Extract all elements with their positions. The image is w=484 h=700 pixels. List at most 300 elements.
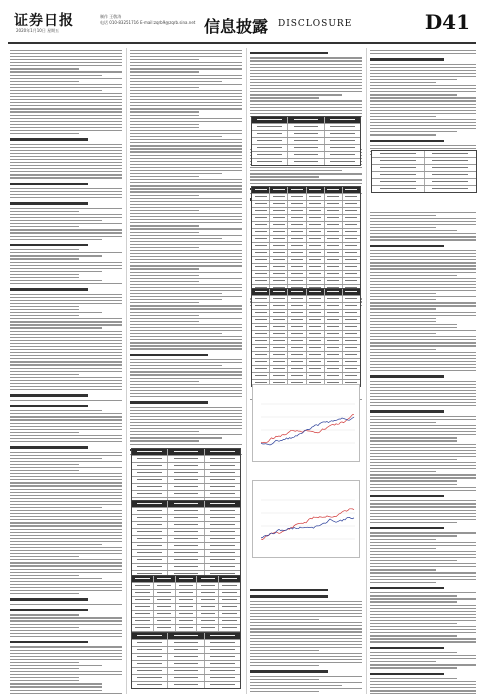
table-row <box>252 236 360 243</box>
table-cell <box>205 557 240 563</box>
text-line <box>130 145 242 146</box>
table-cell <box>168 456 204 462</box>
table-cell <box>307 366 325 372</box>
text-line <box>130 345 242 346</box>
table-cell <box>132 522 168 528</box>
text-line <box>370 305 476 306</box>
text-line <box>130 422 242 423</box>
table-cell <box>288 124 324 130</box>
text-line <box>130 232 199 233</box>
table-row <box>252 317 360 324</box>
table-cell <box>132 668 168 674</box>
table-cell <box>252 324 270 330</box>
text-line <box>250 656 362 657</box>
text-line <box>370 116 436 117</box>
text-line <box>130 407 242 408</box>
text-line <box>250 676 362 677</box>
text-line <box>130 293 222 294</box>
text-line <box>10 467 122 468</box>
text-line <box>10 81 79 82</box>
subheading-line <box>370 410 444 412</box>
text-line <box>130 170 242 171</box>
table-cell <box>252 257 270 263</box>
text-line <box>370 623 457 624</box>
table-cell <box>307 215 325 221</box>
text-line <box>370 73 476 74</box>
text-line <box>10 690 102 691</box>
table-cell <box>325 338 343 344</box>
text-line <box>10 87 122 88</box>
spacer <box>130 692 242 694</box>
text-line <box>130 139 242 140</box>
text-line <box>370 221 476 222</box>
table-cell <box>325 187 343 193</box>
text-line <box>370 336 476 337</box>
table-cell <box>307 278 325 284</box>
text-line <box>250 650 319 651</box>
table-cell <box>307 222 325 228</box>
subheading-line <box>370 245 444 247</box>
table-cell <box>252 310 270 316</box>
table-cell <box>168 640 204 646</box>
text-line <box>10 78 122 79</box>
table-cell <box>132 470 168 476</box>
text-line <box>130 437 222 438</box>
table-cell <box>132 661 168 667</box>
column-divider <box>126 48 127 694</box>
masthead-rule <box>8 42 476 44</box>
text-line <box>370 579 476 580</box>
text-line <box>370 145 476 146</box>
table-cell <box>132 491 168 497</box>
text-line <box>10 277 79 278</box>
text-line <box>10 283 122 284</box>
text-line <box>10 191 122 192</box>
table-cell <box>270 222 288 228</box>
table-cell <box>252 222 270 228</box>
table-cell <box>252 124 288 130</box>
table-header-row <box>252 117 360 124</box>
text-line <box>10 386 122 387</box>
text-line <box>370 542 476 543</box>
table-cell <box>288 271 306 277</box>
text-line <box>130 440 199 441</box>
table-cell <box>343 208 360 214</box>
table-cell <box>343 257 360 263</box>
text-line <box>10 510 122 511</box>
table-cell <box>372 172 425 178</box>
text-line <box>10 452 122 453</box>
table-cell <box>168 522 204 528</box>
text-line <box>10 389 122 390</box>
text-line <box>250 635 362 636</box>
text-line <box>10 429 122 430</box>
table-cell <box>270 345 288 351</box>
text-line <box>250 94 342 95</box>
table-cell <box>168 491 204 497</box>
table-row <box>252 352 360 359</box>
text-line <box>370 402 476 403</box>
table-cell <box>219 583 240 589</box>
text-line <box>130 413 242 414</box>
table-cell <box>307 303 325 309</box>
text-line <box>250 179 362 180</box>
table-row <box>132 564 240 571</box>
text-line <box>250 60 362 61</box>
text-line <box>370 91 476 92</box>
table-header-row <box>252 289 360 296</box>
text-line <box>10 617 122 618</box>
table-row <box>132 477 240 484</box>
text-line <box>10 217 122 218</box>
text-line <box>10 71 122 72</box>
text-line <box>370 233 476 234</box>
text-line <box>130 312 242 313</box>
text-line <box>10 144 122 145</box>
table-cell <box>205 668 240 674</box>
text-line <box>130 262 242 263</box>
table-cell <box>325 145 360 151</box>
text-line <box>370 474 476 475</box>
text-line <box>130 348 242 349</box>
financial-table <box>131 448 241 505</box>
table-cell <box>343 229 360 235</box>
table-cell <box>270 310 288 316</box>
text-line <box>370 107 476 108</box>
text-line <box>370 100 476 101</box>
text-line <box>10 581 122 582</box>
text-line <box>370 227 436 228</box>
table-cell <box>197 604 219 610</box>
table-cell <box>168 543 204 549</box>
text-line <box>130 281 199 282</box>
text-line <box>370 431 476 432</box>
subheading-line <box>10 446 88 448</box>
table-cell <box>325 324 343 330</box>
text-line <box>10 473 122 474</box>
text-line <box>130 339 242 340</box>
text-line <box>130 142 242 143</box>
text-line <box>130 275 199 276</box>
table-cell <box>132 463 168 469</box>
table-cell <box>325 236 343 242</box>
text-line <box>130 290 242 291</box>
text-line <box>370 253 476 254</box>
table-cell <box>288 296 306 302</box>
text-line <box>370 422 436 423</box>
column-divider <box>246 48 247 694</box>
table-cell <box>307 352 325 358</box>
table-cell <box>205 647 240 653</box>
text-line <box>130 176 199 177</box>
contact-info: 电话 010-83251716 E-mail:zqrb9@zqrb.sina.net <box>100 20 196 25</box>
text-line <box>10 229 122 230</box>
table-row <box>132 604 240 611</box>
text-line <box>10 650 122 651</box>
table-cell <box>288 338 306 344</box>
text-line <box>370 342 476 343</box>
table-cell <box>168 470 204 476</box>
table-row <box>132 515 240 522</box>
text-line <box>250 607 362 608</box>
text-line <box>370 312 476 313</box>
text-line <box>370 632 476 633</box>
text-line <box>130 53 242 54</box>
table-cell <box>288 324 306 330</box>
subheading-line <box>10 609 88 611</box>
text-line <box>130 222 242 223</box>
text-line <box>370 522 457 523</box>
table-cell <box>132 633 168 639</box>
text-line <box>250 688 362 689</box>
table-cell <box>176 597 198 603</box>
table-row <box>252 145 360 152</box>
text-line <box>370 128 476 129</box>
text-line <box>370 506 476 507</box>
table-cell <box>132 550 168 556</box>
table-cell <box>372 158 425 164</box>
text-line <box>10 194 122 195</box>
table-row <box>132 597 240 604</box>
text-line <box>130 151 242 152</box>
subheading-line <box>10 183 88 185</box>
text-line <box>10 211 79 212</box>
table-cell <box>425 179 477 185</box>
subheading-line <box>10 202 88 204</box>
table-cell <box>270 194 288 200</box>
text-line <box>10 513 122 514</box>
text-line <box>10 441 122 442</box>
text-line <box>370 281 476 282</box>
text-line <box>130 268 199 269</box>
benchmark-series-line <box>261 517 354 537</box>
table-cell <box>197 583 219 589</box>
text-line <box>10 507 102 508</box>
text-line <box>10 171 122 172</box>
text-line <box>370 513 476 514</box>
table-cell <box>197 576 219 582</box>
table-cell <box>205 501 240 507</box>
text-line <box>370 626 476 627</box>
text-line <box>130 62 242 63</box>
text-line <box>370 582 436 583</box>
text-line <box>130 207 242 208</box>
text-line <box>130 121 242 122</box>
text-line <box>370 484 457 485</box>
table-cell <box>132 543 168 549</box>
text-line <box>10 541 122 542</box>
table-cell <box>205 470 240 476</box>
table-cell <box>325 131 360 137</box>
text-line <box>10 84 122 85</box>
text-line <box>370 275 457 276</box>
text-line <box>130 253 242 254</box>
table-cell <box>325 229 343 235</box>
table-cell <box>325 264 343 270</box>
text-line <box>250 691 319 692</box>
text-line <box>370 519 476 520</box>
text-line <box>10 130 122 131</box>
performance-table <box>251 288 361 387</box>
text-line <box>370 236 476 237</box>
table-cell <box>132 501 168 507</box>
text-line <box>10 656 122 657</box>
table-cell <box>168 501 204 507</box>
text-line <box>10 646 122 647</box>
text-line <box>250 91 362 92</box>
table-row <box>252 366 360 373</box>
text-line <box>250 644 362 645</box>
text-line <box>10 223 122 224</box>
text-line <box>10 208 122 209</box>
table-cell <box>252 278 270 284</box>
text-line <box>130 155 242 156</box>
text-line <box>10 516 122 517</box>
text-line <box>250 647 362 648</box>
table-cell <box>168 633 204 639</box>
text-line <box>370 664 476 665</box>
text-line <box>370 315 476 316</box>
performance-table <box>251 186 361 299</box>
text-line <box>130 244 242 245</box>
text-line <box>370 638 476 639</box>
text-line <box>10 400 122 401</box>
table-row <box>372 172 476 179</box>
text-line <box>130 108 242 109</box>
table-cell <box>307 271 325 277</box>
text-line <box>10 239 102 240</box>
table-cell <box>132 449 168 455</box>
text-line <box>10 620 122 621</box>
text-line <box>130 90 242 91</box>
table-cell <box>205 640 240 646</box>
table-cell <box>325 289 343 295</box>
text-line <box>130 179 242 180</box>
text-line <box>370 339 476 340</box>
table-cell <box>168 463 204 469</box>
text-line <box>10 377 122 378</box>
table-cell <box>176 576 198 582</box>
table-cell <box>252 366 270 372</box>
newspaper-logo: 证券日报 <box>14 13 74 29</box>
table-cell <box>270 208 288 214</box>
text-line <box>130 247 199 248</box>
text-line <box>10 489 122 490</box>
text-line <box>10 590 122 591</box>
table-cell <box>288 215 306 221</box>
table-cell <box>205 633 240 639</box>
table-cell <box>132 597 154 603</box>
table-header-row <box>132 449 240 456</box>
table-cell <box>132 682 168 688</box>
subheading-line <box>370 527 444 529</box>
table-cell <box>197 597 219 603</box>
table-cell <box>132 508 168 514</box>
text-line <box>250 653 362 654</box>
table-cell <box>307 187 325 193</box>
table-row <box>252 222 360 229</box>
text-line <box>10 426 122 427</box>
text-line <box>250 100 362 101</box>
text-line <box>370 617 476 618</box>
table-cell <box>205 682 240 688</box>
table-cell <box>132 484 168 490</box>
table-cell <box>343 303 360 309</box>
nav-chart-2-svg <box>253 481 359 557</box>
text-line <box>10 249 79 250</box>
text-line <box>10 177 122 178</box>
text-line <box>10 133 79 134</box>
text-line <box>10 214 122 215</box>
text-line <box>10 693 122 694</box>
text-line <box>370 296 476 297</box>
text-line <box>10 470 79 471</box>
text-line <box>370 230 457 231</box>
text-line <box>130 102 242 103</box>
text-line <box>130 161 242 162</box>
text-line <box>10 604 122 605</box>
table-cell <box>205 654 240 660</box>
table-cell <box>168 449 204 455</box>
text-line <box>370 76 476 77</box>
table-cell <box>154 604 176 610</box>
text-line <box>10 115 122 116</box>
table-cell <box>270 289 288 295</box>
text-line <box>10 162 122 163</box>
table-row <box>252 138 360 145</box>
text-line <box>10 309 79 310</box>
text-line <box>10 677 79 678</box>
table-cell <box>252 194 270 200</box>
table-cell <box>307 229 325 235</box>
table-cell <box>197 625 219 631</box>
text-line <box>10 653 122 654</box>
text-line <box>10 232 122 233</box>
table-cell <box>219 625 240 631</box>
table-cell <box>343 310 360 316</box>
table-cell <box>154 583 176 589</box>
table-cell <box>197 618 219 624</box>
table-cell <box>372 186 425 192</box>
table-row <box>252 208 360 215</box>
table-cell <box>176 625 198 631</box>
text-line <box>370 539 436 540</box>
text-line <box>130 330 242 331</box>
text-column-4 <box>370 48 476 694</box>
table-cell <box>325 257 343 263</box>
holdings-table <box>131 632 241 689</box>
text-line <box>250 616 362 617</box>
table-cell <box>425 165 477 171</box>
text-line <box>10 371 122 372</box>
text-line <box>10 569 122 570</box>
text-line <box>130 213 242 214</box>
text-line <box>130 219 242 220</box>
table-cell <box>219 590 240 596</box>
table-row <box>252 229 360 236</box>
text-line <box>130 59 199 60</box>
text-line <box>10 236 122 237</box>
text-line <box>370 405 476 406</box>
text-line <box>370 487 476 488</box>
text-line <box>370 370 476 371</box>
text-line <box>370 535 457 536</box>
editor-info <box>100 14 195 26</box>
text-line <box>10 105 122 106</box>
text-line <box>370 635 457 636</box>
table-cell <box>343 352 360 358</box>
text-line <box>370 614 476 615</box>
